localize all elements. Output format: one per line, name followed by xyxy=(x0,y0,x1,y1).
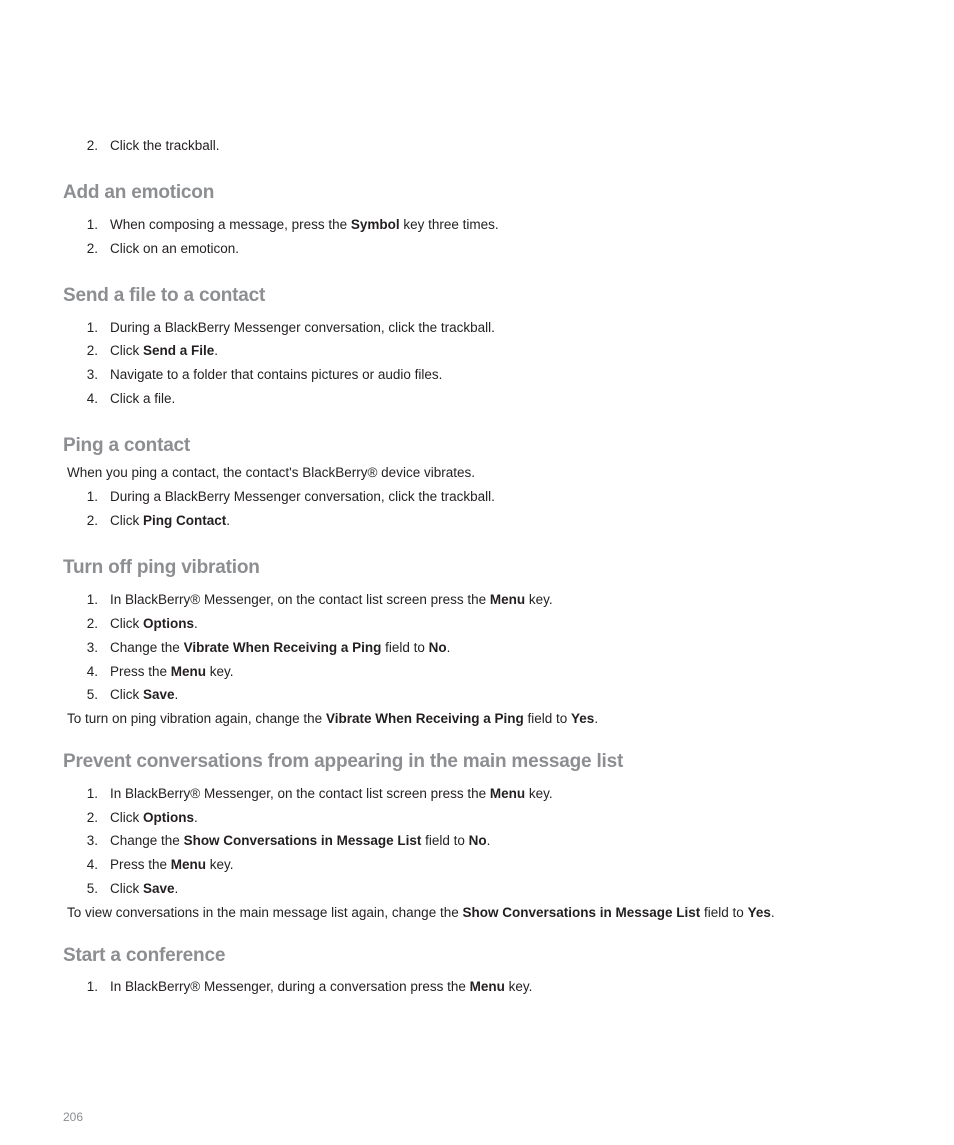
paragraph: To view conversations in the main message list again, change the Show Conversations in Message List field to Yes. xyxy=(67,905,775,920)
section-heading-prevent-conversations: Prevent conversations from appearing in the main message list xyxy=(63,751,624,772)
paragraph: When you ping a contact, the contact's BlackBerry® device vibrates. xyxy=(67,465,475,480)
section-heading-send-file: Send a file to a contact xyxy=(63,285,266,306)
section-heading-ping-contact: Ping a contact xyxy=(63,435,191,456)
section-heading-add-emoticon: Add an emoticon xyxy=(63,182,215,203)
section-heading-start-conference: Start a conference xyxy=(63,945,226,966)
paragraph: To turn on ping vibration again, change the Vibrate When Receiving a Ping field to Yes. xyxy=(67,711,599,726)
section-heading-ping-vibration: Turn off ping vibration xyxy=(63,557,260,578)
page-number: 206 xyxy=(63,1110,84,1124)
